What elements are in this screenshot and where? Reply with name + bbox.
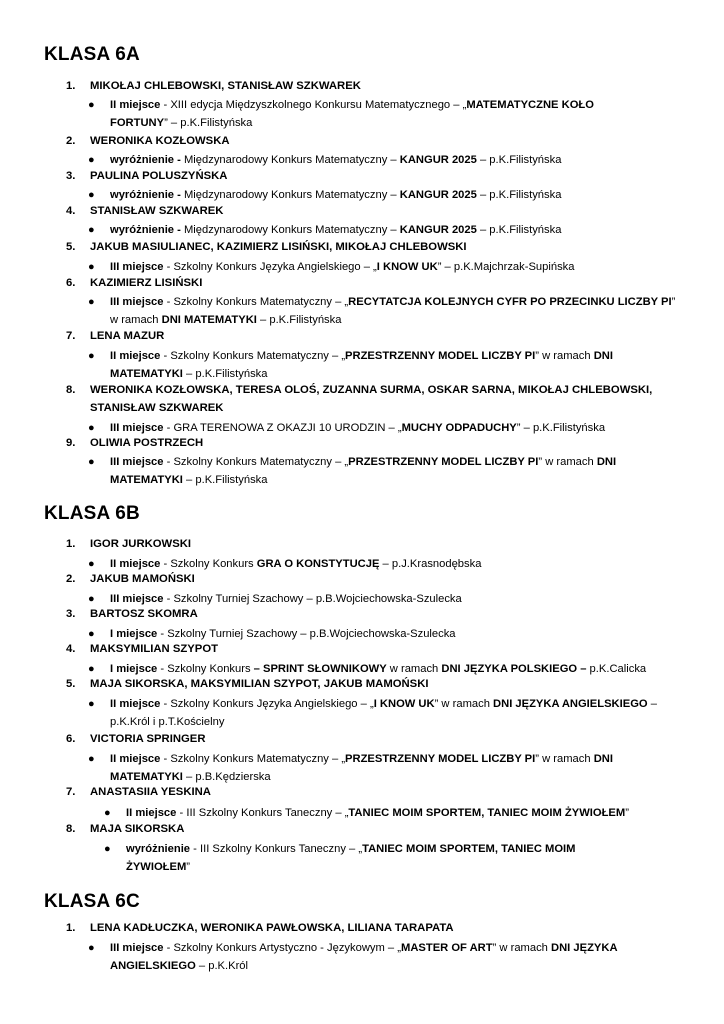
entry-name-text: MAKSYMILIAN SZYPOT	[90, 643, 219, 655]
detail-segment: ” w ramach	[538, 456, 597, 468]
award-label: II miejsce	[126, 807, 177, 819]
highlight-text: RECYTATCJA KOLEJNYCH CYFR PO PRZECINKU LICZBY PI	[348, 296, 672, 308]
entry-name-text: JAKUB MASIULIANEC, KAZIMIERZ LISIŃSKI, MIKOŁAJ CHLEBOWSKI	[90, 241, 467, 253]
detail-text	[110, 151, 688, 169]
detail-segment: Międzynarodowy Konkurs Matematyczny –	[180, 189, 400, 201]
detail-segment: ” w ramach	[110, 296, 676, 326]
detail-text	[110, 660, 688, 678]
award-label: II miejsce	[110, 753, 161, 765]
detail-text	[110, 695, 684, 731]
section-title: KLASA 6C	[44, 891, 140, 912]
entry-name-text: MAJA SIKORSKA, MAKSYMILIAN SZYPOT, JAKUB MAMOŃSKI	[90, 678, 429, 690]
award-label: III miejsce	[110, 261, 164, 273]
detail-segment: - XIII edycja Międzyszkolnego Konkursu Matematycznego – „	[160, 99, 467, 111]
highlight-text: MATEMATYCZNE KOŁO FORTUNY	[110, 99, 594, 129]
highlight-text: PRZESTRZENNY MODEL LICZBY PI	[345, 753, 536, 765]
highlight-text: DNI MATEMATYKI	[161, 314, 257, 326]
award-label: III miejsce	[110, 593, 164, 605]
highlight-text: TANIEC MOIM SPORTEM, TANIEC MOIM ŻYWIOŁEM	[348, 807, 626, 819]
detail-segment: - Szkolny Konkurs Matematyczny – „	[163, 296, 349, 308]
detail-text	[110, 96, 648, 132]
detail-segment: ” w ramach	[434, 698, 494, 710]
detail-segment: ” w ramach	[535, 753, 594, 765]
entry-detail	[88, 939, 663, 975]
entry-number: 1.	[66, 538, 76, 550]
bullet-icon: ●	[88, 261, 95, 273]
detail-text	[110, 293, 678, 329]
highlight-text: KANGUR 2025	[399, 154, 477, 166]
detail-text	[110, 590, 688, 608]
award-label: wyróżnienie -	[110, 154, 181, 166]
detail-text	[110, 750, 663, 786]
highlight-text: GRA O KONSTYTUCJĘ	[256, 558, 380, 570]
detail-segment: ”	[625, 807, 629, 819]
entry-names	[66, 241, 467, 253]
entry-names	[66, 538, 191, 550]
detail-segment: – p.K.Król	[195, 960, 249, 972]
award-label: III miejsce	[110, 422, 164, 434]
bullet-icon: ●	[88, 698, 95, 710]
detail-text	[126, 840, 614, 876]
entry-detail	[88, 555, 688, 573]
award-label: II miejsce	[110, 350, 161, 362]
award-label: I miejsce	[110, 628, 158, 640]
entry-name-text: STANISŁAW SZKWAREK	[90, 205, 224, 217]
bullet-icon: ●	[88, 99, 95, 111]
entry-name-text: WERONIKA KOZŁOWSKA, TERESA OLOŚ, ZUZANNA SURMA, OSKAR SARNA, MIKOŁAJ CHLEBOWSKI,	[90, 384, 653, 396]
entry-name-text: PAULINA POLUSZYŃSKA	[90, 170, 228, 182]
award-label: wyróżnienie -	[110, 189, 181, 201]
detail-segment: Międzynarodowy Konkurs Matematyczny –	[180, 154, 400, 166]
highlight-text: – SPRINT SŁOWNIKOWY	[253, 663, 387, 675]
award-label: II miejsce	[110, 698, 161, 710]
entry-name-text: BARTOSZ SKOMRA	[90, 608, 198, 620]
detail-segment: ” – p.K.Filistyńska	[164, 117, 253, 129]
detail-text	[110, 453, 663, 489]
entry-name-text: LENA KADŁUCZKA, WERONIKA PAWŁOWSKA, LILIANA TARAPATA	[90, 922, 454, 934]
highlight-text: DNI JĘZYKA ANGIELSKIEGO	[110, 942, 618, 972]
entry-name-text: ANASTASIIA YESKINA	[90, 786, 211, 798]
award-label: III miejsce	[110, 942, 164, 954]
entry-number: 4.	[66, 205, 76, 217]
entry-number: 1.	[66, 922, 76, 934]
entry-detail	[88, 151, 688, 169]
bullet-icon: ●	[88, 154, 95, 166]
entry-names	[66, 205, 223, 217]
entry-detail	[88, 660, 688, 678]
highlight-text: DNI MATEMATYKI	[110, 456, 617, 486]
detail-segment: ”	[186, 861, 191, 873]
entry-names	[66, 437, 203, 449]
award-label: II miejsce	[110, 99, 161, 111]
bullet-icon: ●	[88, 189, 95, 201]
award-label: III miejsce	[110, 296, 164, 308]
entry-number: 6.	[66, 733, 76, 745]
detail-segment: – p.K.Filistyńska	[476, 154, 562, 166]
entry-number: 7.	[66, 330, 76, 342]
detail-text	[110, 555, 688, 573]
entry-name-text: KAZIMIERZ LISIŃSKI	[90, 277, 203, 289]
highlight-text: DNI MATEMATYKI	[110, 753, 613, 783]
entry-names	[66, 170, 227, 182]
highlight-text: MUCHY ODPADUCHY	[401, 422, 517, 434]
entry-names	[66, 608, 198, 620]
award-label: I miejsce	[110, 663, 158, 675]
entry-number: 4.	[66, 643, 76, 655]
award-label: wyróżnienie	[126, 843, 191, 855]
bullet-icon: ●	[88, 296, 95, 308]
detail-segment: - Szkolny Konkurs Języka Angielskiego – „	[163, 261, 377, 273]
detail-segment: - Szkolny Turniej Szachowy – p.B.Wojciechowska-Szulecka	[163, 593, 462, 605]
detail-segment: ” – p.K.Filistyńska	[516, 422, 606, 434]
entry-detail	[104, 804, 704, 822]
detail-segment: – p.K.Filistyńska	[182, 368, 268, 380]
entry-number: 7.	[66, 786, 76, 798]
entry-name-text: OLIWIA POSTRZECH	[90, 437, 204, 449]
entry-number: 8.	[66, 384, 76, 396]
highlight-text: PRZESTRZENNY MODEL LICZBY PI	[345, 350, 536, 362]
detail-text	[110, 419, 688, 437]
detail-segment: ” – p.K.Majchrzak-Supińska	[437, 261, 575, 273]
entry-names	[66, 330, 164, 342]
entry-detail	[88, 186, 688, 204]
entry-number: 2.	[66, 135, 76, 147]
highlight-text: I KNOW UK	[376, 261, 438, 273]
entry-detail	[88, 419, 688, 437]
entry-names	[66, 922, 454, 934]
highlight-text: MASTER OF ART	[401, 942, 493, 954]
section-title: KLASA 6B	[44, 503, 140, 524]
detail-text	[110, 221, 688, 239]
highlight-text: DNI JĘZYKA POLSKIEGO –	[441, 663, 587, 675]
bullet-icon: ●	[88, 628, 95, 640]
bullet-icon: ●	[88, 942, 95, 954]
entry-names	[66, 135, 230, 147]
bullet-icon: ●	[88, 593, 95, 605]
award-label: III miejsce	[110, 456, 164, 468]
detail-segment: w ramach	[386, 663, 442, 675]
detail-segment: – p.B.Kędzierska	[182, 771, 271, 783]
detail-segment: ” w ramach	[535, 350, 594, 362]
entry-detail	[104, 840, 614, 876]
entry-number: 6.	[66, 277, 76, 289]
entry-name-text: JAKUB MAMOŃSKI	[90, 573, 195, 585]
award-label: II miejsce	[110, 558, 161, 570]
detail-segment: – p.K.Filistyńska	[256, 314, 342, 326]
bullet-icon: ●	[88, 753, 95, 765]
entry-number: 2.	[66, 573, 76, 585]
entry-number: 5.	[66, 678, 76, 690]
entry-names	[66, 384, 652, 396]
highlight-text: TANIEC MOIM SPORTEM, TANIEC MOIM ŻYWIOŁEM	[126, 843, 576, 873]
detail-segment: - GRA TERENOWA Z OKAZJI 10 URODZIN – „	[163, 422, 402, 434]
bullet-icon: ●	[88, 663, 95, 675]
entry-detail	[88, 96, 648, 132]
detail-text	[110, 186, 688, 204]
entry-names	[66, 573, 195, 585]
highlight-text: KANGUR 2025	[399, 224, 477, 236]
entry-name-text: WERONIKA KOZŁOWSKA	[90, 135, 230, 147]
detail-text	[110, 347, 663, 383]
detail-text	[110, 939, 663, 975]
detail-text	[110, 625, 688, 643]
bullet-icon: ●	[88, 558, 95, 570]
bullet-icon: ●	[104, 843, 111, 855]
entry-number: 3.	[66, 170, 76, 182]
entry-detail	[88, 258, 688, 276]
entry-detail	[88, 625, 688, 643]
detail-segment: - Szkolny Konkurs Matematyczny – „	[160, 753, 346, 765]
entry-name-text: IGOR JURKOWSKI	[90, 538, 192, 550]
entry-detail	[88, 750, 663, 786]
detail-segment: – p.K.Filistyńska	[476, 189, 562, 201]
detail-segment: - Szkolny Konkurs	[160, 558, 257, 570]
detail-segment: p.K.Calicka	[586, 663, 647, 675]
entry-names	[66, 277, 202, 289]
detail-segment: – p.J.Krasnodębska	[379, 558, 482, 570]
detail-segment: - Szkolny Konkurs Matematyczny – „	[160, 350, 346, 362]
highlight-text: KANGUR 2025	[399, 189, 477, 201]
detail-segment: - Szkolny Konkurs Języka Angielskiego – „	[160, 698, 374, 710]
bullet-icon: ●	[88, 224, 95, 236]
detail-segment: - Szkolny Konkurs Matematyczny – „	[163, 456, 349, 468]
detail-segment: ” w ramach	[492, 942, 552, 954]
bullet-icon: ●	[88, 422, 95, 434]
highlight-text: DNI MATEMATYKI	[110, 350, 613, 380]
section-title: KLASA 6A	[44, 44, 140, 65]
detail-segment: – p.K.Filistyńska	[182, 474, 268, 486]
entry-names	[66, 678, 429, 690]
highlight-text: PRZESTRZENNY MODEL LICZBY PI	[348, 456, 539, 468]
detail-segment: - Szkolny Konkurs	[157, 663, 254, 675]
entry-number: 8.	[66, 823, 76, 835]
highlight-text: DNI JĘZYKA ANGIELSKIEGO	[493, 698, 648, 710]
detail-text	[126, 804, 704, 822]
entry-name-text: MIKOŁAJ CHLEBOWSKI, STANISŁAW SZKWAREK	[90, 80, 361, 92]
bullet-icon: ●	[104, 807, 111, 819]
entry-name-text: VICTORIA SPRINGER	[90, 733, 206, 745]
entry-names	[66, 80, 361, 92]
detail-segment: - Szkolny Turniej Szachowy – p.B.Wojciechowska-Szulecka	[157, 628, 456, 640]
entry-names	[66, 786, 211, 798]
entry-names-continued: STANISŁAW SZKWAREK	[90, 402, 224, 414]
entry-detail	[88, 293, 678, 329]
entry-name-text: MAJA SIKORSKA	[90, 823, 185, 835]
detail-segment: - Szkolny Konkurs Artystyczno - Językowym – „	[163, 942, 401, 954]
entry-number: 5.	[66, 241, 76, 253]
entry-detail	[88, 453, 663, 489]
entry-name-text: LENA MAZUR	[90, 330, 165, 342]
entry-number: 9.	[66, 437, 76, 449]
entry-number: 3.	[66, 608, 76, 620]
detail-segment: - III Szkolny Konkurs Taneczny – „	[190, 843, 363, 855]
entry-names	[66, 643, 218, 655]
entry-number: 1.	[66, 80, 76, 92]
award-label: wyróżnienie -	[110, 224, 181, 236]
detail-text	[110, 258, 688, 276]
entry-detail	[88, 221, 688, 239]
entry-detail	[88, 347, 663, 383]
highlight-text: I KNOW UK	[373, 698, 435, 710]
detail-segment: Międzynarodowy Konkurs Matematyczny –	[180, 224, 400, 236]
entry-names	[66, 733, 206, 745]
detail-segment: - III Szkolny Konkurs Taneczny – „	[176, 807, 349, 819]
detail-segment: – p.K.Filistyńska	[476, 224, 562, 236]
entry-names	[66, 823, 184, 835]
entry-detail	[88, 695, 684, 731]
entry-detail	[88, 590, 688, 608]
detail-segment: – p.K.Król i p.T.Kościelny	[110, 698, 657, 728]
bullet-icon: ●	[88, 350, 95, 362]
bullet-icon: ●	[88, 456, 95, 468]
